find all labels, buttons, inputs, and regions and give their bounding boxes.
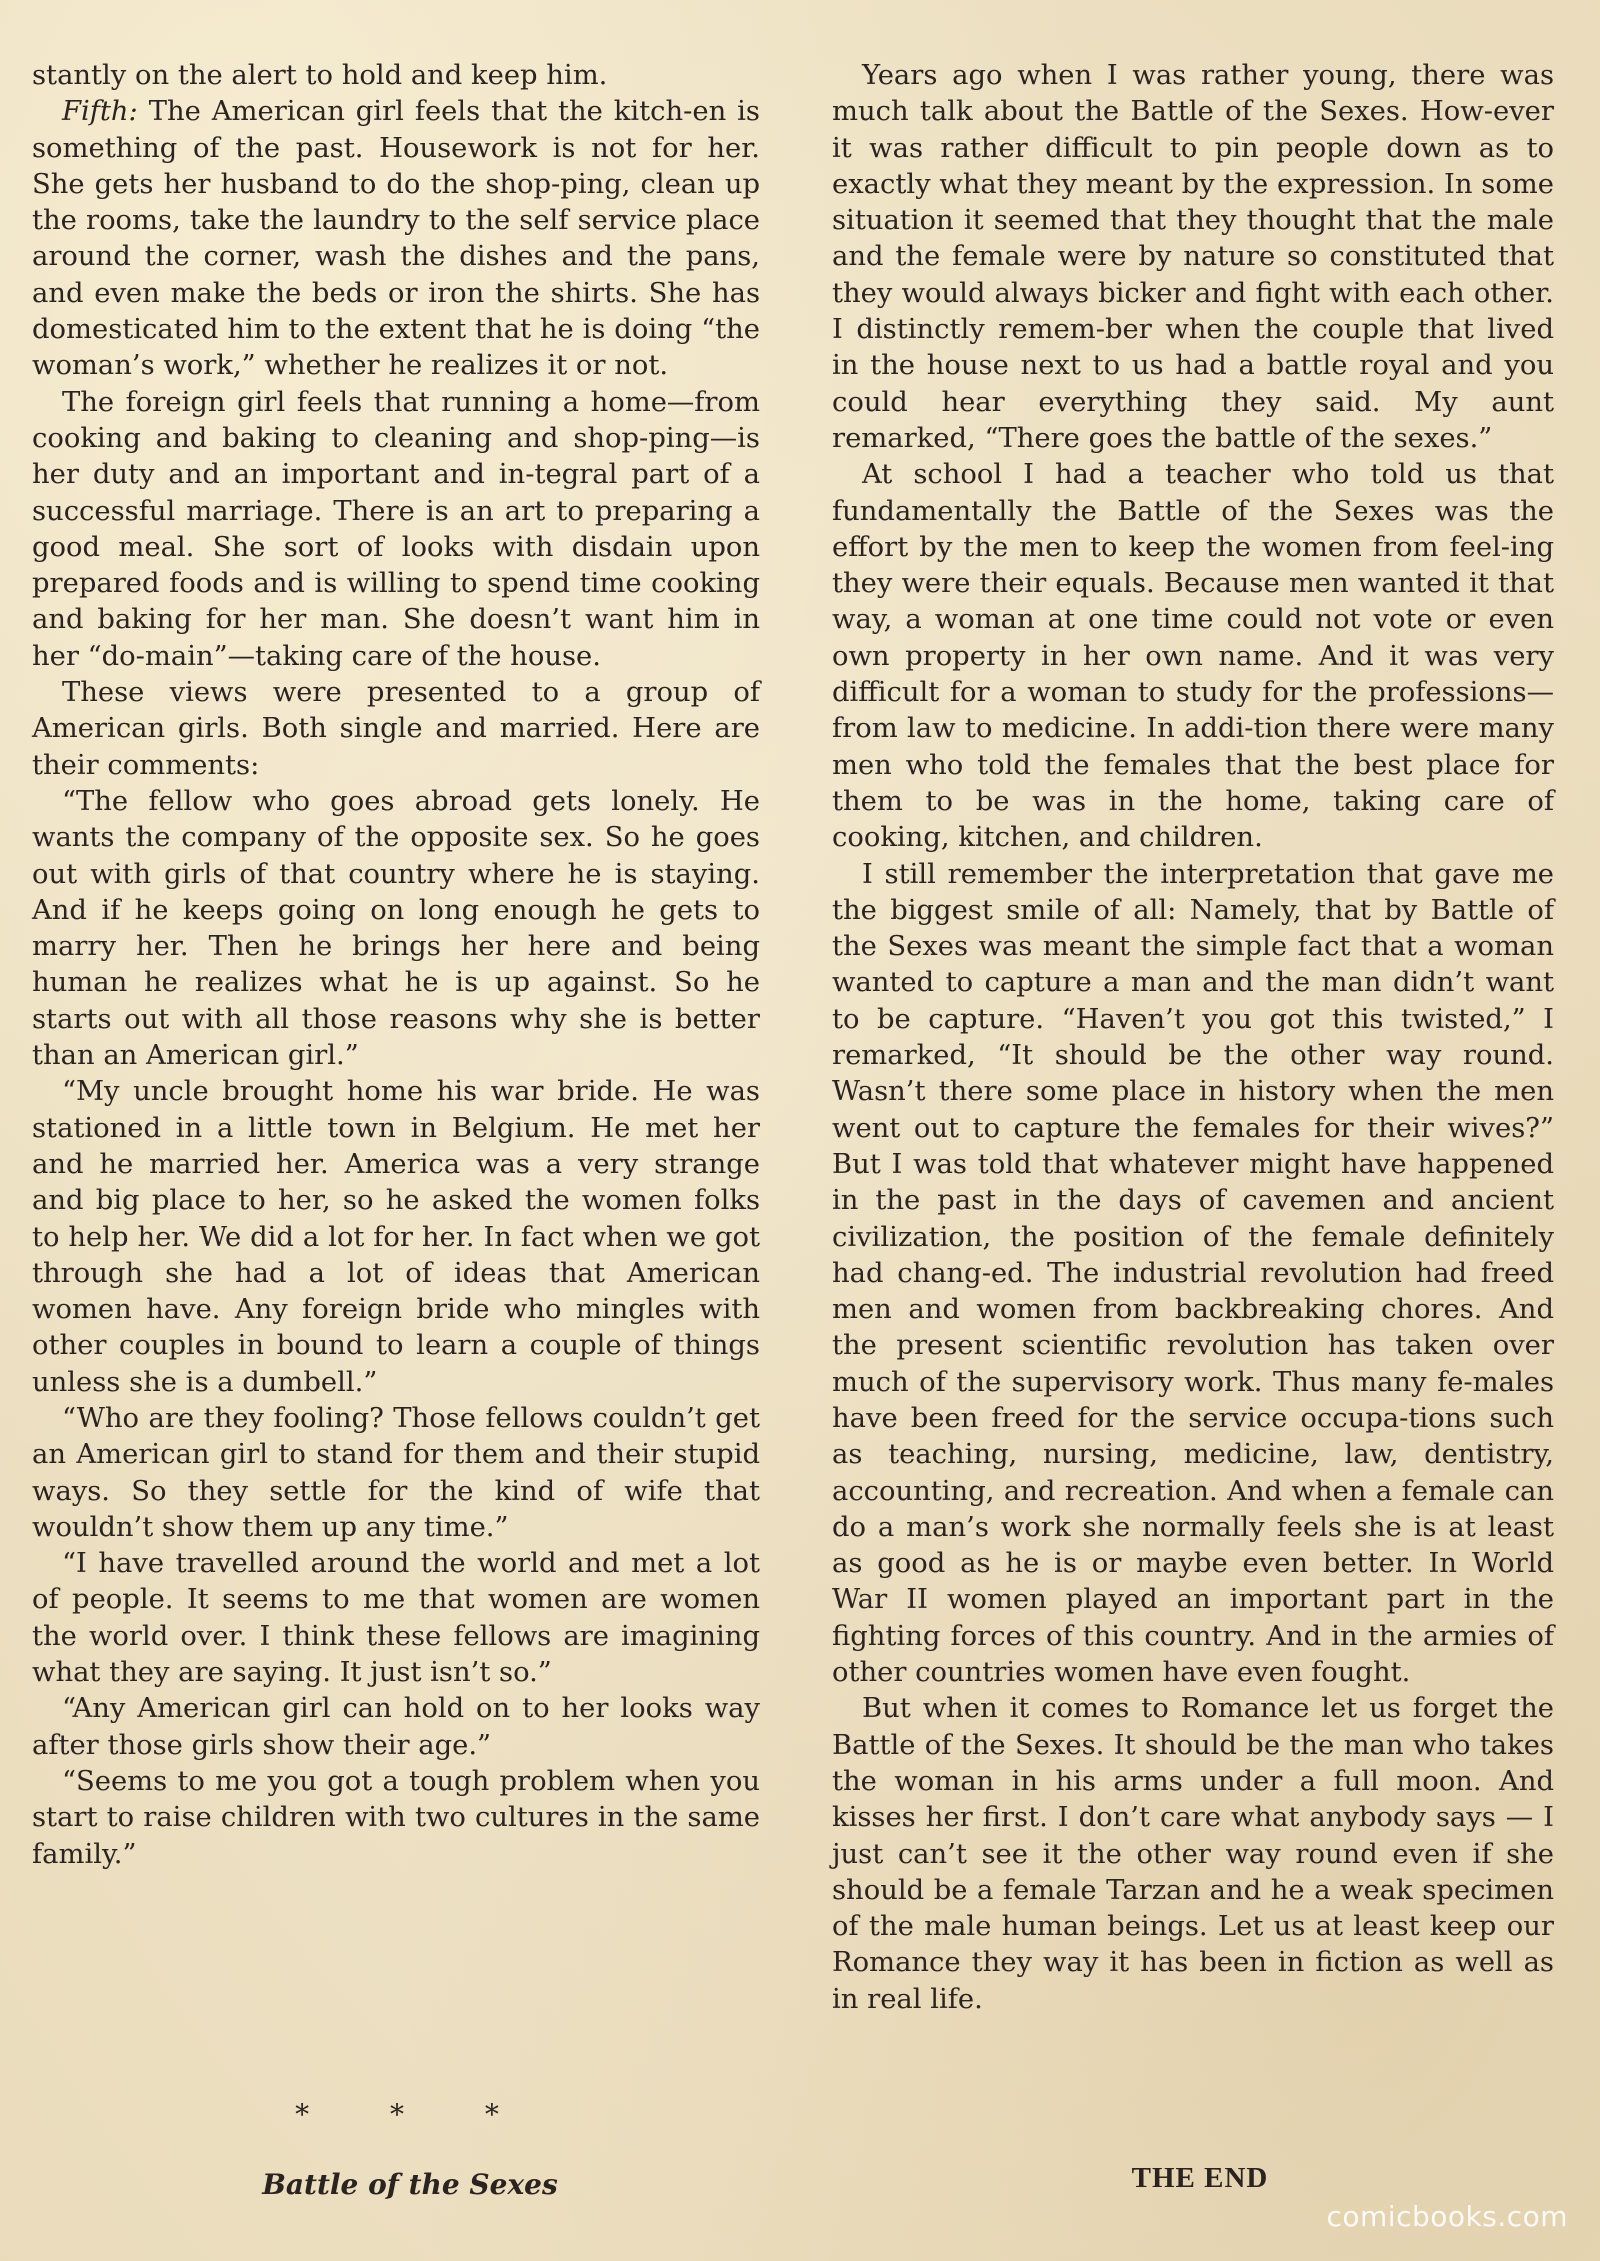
- the-end-mark: THE END: [1131, 2162, 1269, 2194]
- paragraph: The foreign girl feels that running a home—from cooking and baking to cleaning and shop-ping—is her duty and an important and in-tegral part of a successful marriage. There is an art to preparing a good meal. She sort of looks with disdain upon prepared foods and is willing to spend time cooking and baking for her man. She doesn’t want him in her “do-main”—taking care of the house.: [32, 386, 760, 672]
- quote-paragraph: “The fellow who goes abroad gets lonely. He wants the company of the opposite sex. So he goes out with girls of that country where he is staying. And if he keeps going on long enough he gets to marry her. Then he brings her here and being human he realizes what he is up against. So he starts out with all those reasons why she is better than an American girl.”: [32, 785, 760, 1072]
- section-separator: * * *: [295, 2098, 535, 2131]
- watermark: comicbooks.com: [1326, 2200, 1568, 2233]
- fifth-text: The American girl feels that the kitch-en is something of the past. Housework is not for her. She gets her husband to do the shop-ping, clean up the rooms, take the laundry to the self service place around the corner, wash the dishes and the pans, and even make the beds or iron the shirts. She has domesticated him to the extent that he is doing “the woman’s work,” whether he realizes it or not.: [32, 96, 760, 382]
- fifth-label: Fifth:: [62, 96, 138, 128]
- paragraph: These views were presented to a group of American girls. Both single and married. Here are their comments:: [32, 677, 760, 781]
- quote-paragraph: “I have travelled around the world and met a lot of people. It seems to me that women are women the world over. I think these fellows are imagining what they are saying. It just isn’t so.”: [32, 1548, 760, 1689]
- footer-story-title: Battle of the Sexes: [262, 2168, 558, 2201]
- quote-paragraph: “Seems to me you got a tough problem when you start to raise children with two cultures in the same family.”: [32, 1765, 760, 1870]
- quote-paragraph: “Who are they fooling? Those fellows couldn’t get an American girl to stand for them and their stupid ways. So they settle for the kind of wife that wouldn’t show them up any time.”: [32, 1402, 760, 1543]
- continued-line: stantly on the alert to hold and keep him.: [32, 60, 608, 91]
- paragraph: Years ago when I was rather young, there was much talk about the Battle of the Sexes. How-ever it was rather difficult to pin people down as to exactly what they meant by the expression. In some situation it seemed that they thought that the male and the female were by nature so constituted that they would always bicker and fight with each other. I distinctly remem-ber when the couple that lived in the house next to us had a battle royal and you could hear everything they said. My aunt remarked, “There goes the battle of the sexes.”: [832, 60, 1554, 454]
- quote-paragraph: “Any American girl can hold on to her looks way after those girls show their age.”: [32, 1693, 760, 1761]
- right-text-column: [832, 58, 1554, 2018]
- paragraph: But when it comes to Romance let us forget the Battle of the Sexes. It should be the man who takes the woman in his arms under a full moon. And kisses her first. I don’t care what anybody says — I just can’t see it the other way round even if she should be a female Tarzan and he a weak specimen of the male human beings. Let us at least keep our Romance they way it has been in fiction as well as in real life.: [832, 1693, 1554, 2015]
- quote-paragraph: “My uncle brought home his war bride. He was stationed in a little town in Belgium. He met her and he married her. America was a very strange and big place to her, so he asked the women folks to help her. We did a lot for her. In fact when we got through she had a lot of ideas that American women have. Any foreign bride who mingles with other couples in bound to learn a couple of things unless she is a dumbell.”: [32, 1076, 760, 1398]
- paragraph: I still remember the interpretation that gave me the biggest smile of all: Namely, that by Battle of the Sexes was meant the simple fact that a woman wanted to capture a man and the man didn’t want to be capture. “Haven’t you got this twisted,” I remarked, “It should be the other way round. Wasn’t there some place in history when the men went out to capture the females for their wives?” But I was told that whatever might have happened in the past in the days of cavemen and ancient civilization, the position of the female definitely had chang-ed. The industrial revolution had freed men and women from backbreaking chores. And the present scientific revolution has taken over much of the supervisory work. Thus many fe-males have been freed for the service occupa-tions such as teaching, nursing, medicine, law, dentistry, accounting, and recreation. And when a female can do a man’s work she normally feels she is at least as good as he is or maybe even better. In World War II women played an important part in the fighting forces of this country. And in the armies of other countries women have even fought.: [832, 858, 1554, 1689]
- paragraph: At school I had a teacher who told us that fundamentally the Battle of the Sexes was the effort by the men to keep the women from feel-ing they were their equals. Because men wanted it that way, a woman at one time could not vote or even own property in her own name. And it was very difficult for a woman to study for the professions—from law to medicine. In addi-tion there were many men who told the females that the best place for them to be was in the home, taking care of cooking, kitchen, and children.: [832, 459, 1554, 854]
- left-text-column: [32, 58, 760, 1873]
- paragraph-fifth: [32, 94, 760, 384]
